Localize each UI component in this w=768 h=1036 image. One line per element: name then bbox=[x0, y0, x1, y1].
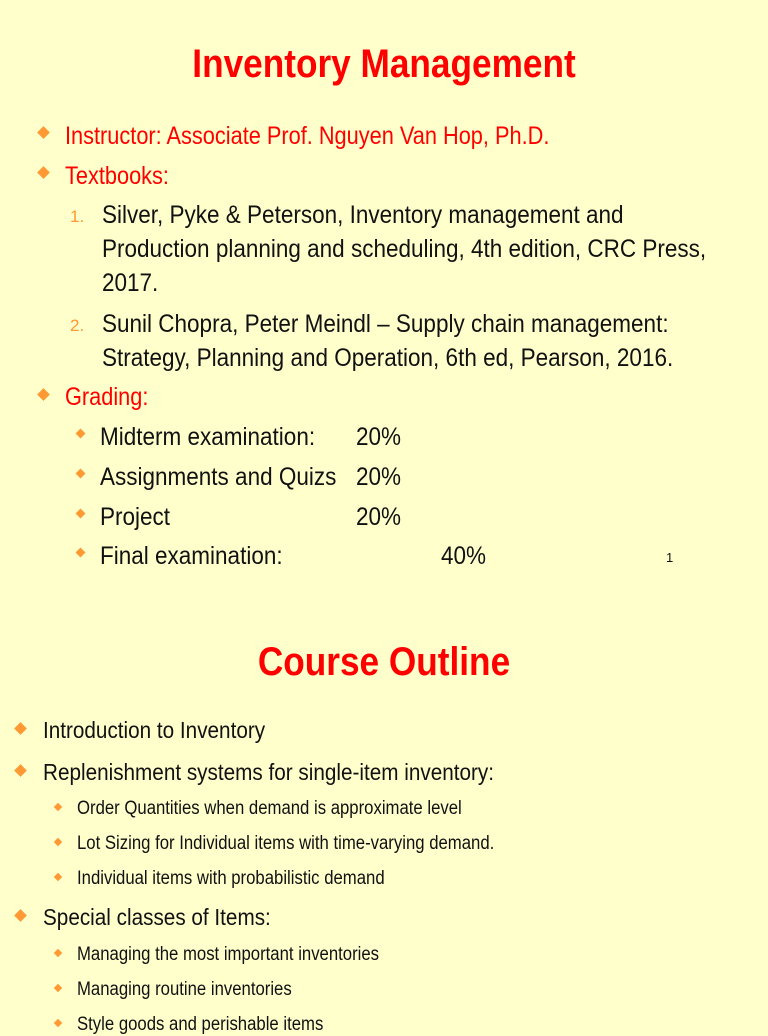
diamond-bullet-icon bbox=[76, 469, 86, 479]
textbook-1-line-1: Silver, Pyke & Peterson, Inventory management and bbox=[102, 201, 624, 229]
diamond-bullet-icon bbox=[76, 509, 86, 519]
diamond-bullet-icon bbox=[54, 803, 62, 811]
outline-item: Replenishment systems for single-item inventory: bbox=[43, 759, 494, 785]
diamond-bullet-icon bbox=[14, 909, 27, 922]
diamond-bullet-icon bbox=[54, 1019, 62, 1027]
textbook-1-line-2: Production planning and scheduling, 4th edition, CRC Press, bbox=[102, 235, 707, 263]
diamond-bullet-icon bbox=[54, 838, 62, 846]
grading-weight: 40% bbox=[441, 542, 487, 570]
diamond-bullet-icon bbox=[37, 166, 50, 179]
grading-label: Grading: bbox=[65, 383, 149, 411]
textbook-2-line-2: Strategy, Planning and Operation, 6th ed, Pearson, 2016. bbox=[102, 344, 674, 372]
list-number: 2. bbox=[70, 316, 85, 335]
diamond-bullet-icon bbox=[54, 873, 62, 881]
grading-weight: 20% bbox=[356, 503, 402, 531]
outline-subitem: Lot Sizing for Individual items with time-varying demand. bbox=[77, 833, 495, 854]
grading-item: Midterm examination: bbox=[100, 423, 316, 451]
outline-subitem: Style goods and perishable items bbox=[77, 1014, 324, 1035]
textbooks-label: Textbooks: bbox=[65, 162, 169, 190]
grading-weight: 20% bbox=[356, 423, 402, 451]
outline-subitem: Individual items with probabilistic demand bbox=[77, 868, 385, 889]
slide-course-outline bbox=[0, 600, 768, 1035]
diamond-bullet-icon bbox=[76, 429, 86, 439]
grading-item: Project bbox=[100, 503, 171, 531]
diamond-bullet-icon bbox=[14, 722, 27, 735]
textbook-2-line-1: Sunil Chopra, Peter Meindl – Supply chain management: bbox=[102, 310, 669, 338]
instructor-text: Instructor: Associate Prof. Nguyen Van Hop, Ph.D. bbox=[65, 122, 550, 150]
list-number: 1. bbox=[70, 207, 85, 226]
grading-item: Assignments and Quizs bbox=[100, 463, 337, 491]
grading-item: Final examination: bbox=[100, 542, 283, 570]
slide-title: Inventory Management bbox=[192, 42, 576, 86]
outline-subitem: Managing the most important inventories bbox=[77, 944, 380, 965]
diamond-bullet-icon bbox=[76, 548, 86, 558]
textbook-1-line-3: 2017. bbox=[102, 269, 159, 297]
page-number: 1 bbox=[666, 550, 674, 565]
diamond-bullet-icon bbox=[37, 388, 50, 401]
outline-subitem: Order Quantities when demand is approximate level bbox=[77, 798, 462, 819]
grading-weight: 20% bbox=[356, 463, 402, 491]
outline-subitem: Managing routine inventories bbox=[77, 979, 292, 1000]
diamond-bullet-icon bbox=[54, 984, 62, 992]
outline-item: Special classes of Items: bbox=[43, 904, 271, 930]
diamond-bullet-icon bbox=[37, 126, 50, 139]
slide-title: Course Outline bbox=[257, 640, 511, 684]
outline-item: Introduction to Inventory bbox=[43, 717, 266, 743]
diamond-bullet-icon bbox=[54, 949, 62, 957]
diamond-bullet-icon bbox=[14, 764, 27, 777]
